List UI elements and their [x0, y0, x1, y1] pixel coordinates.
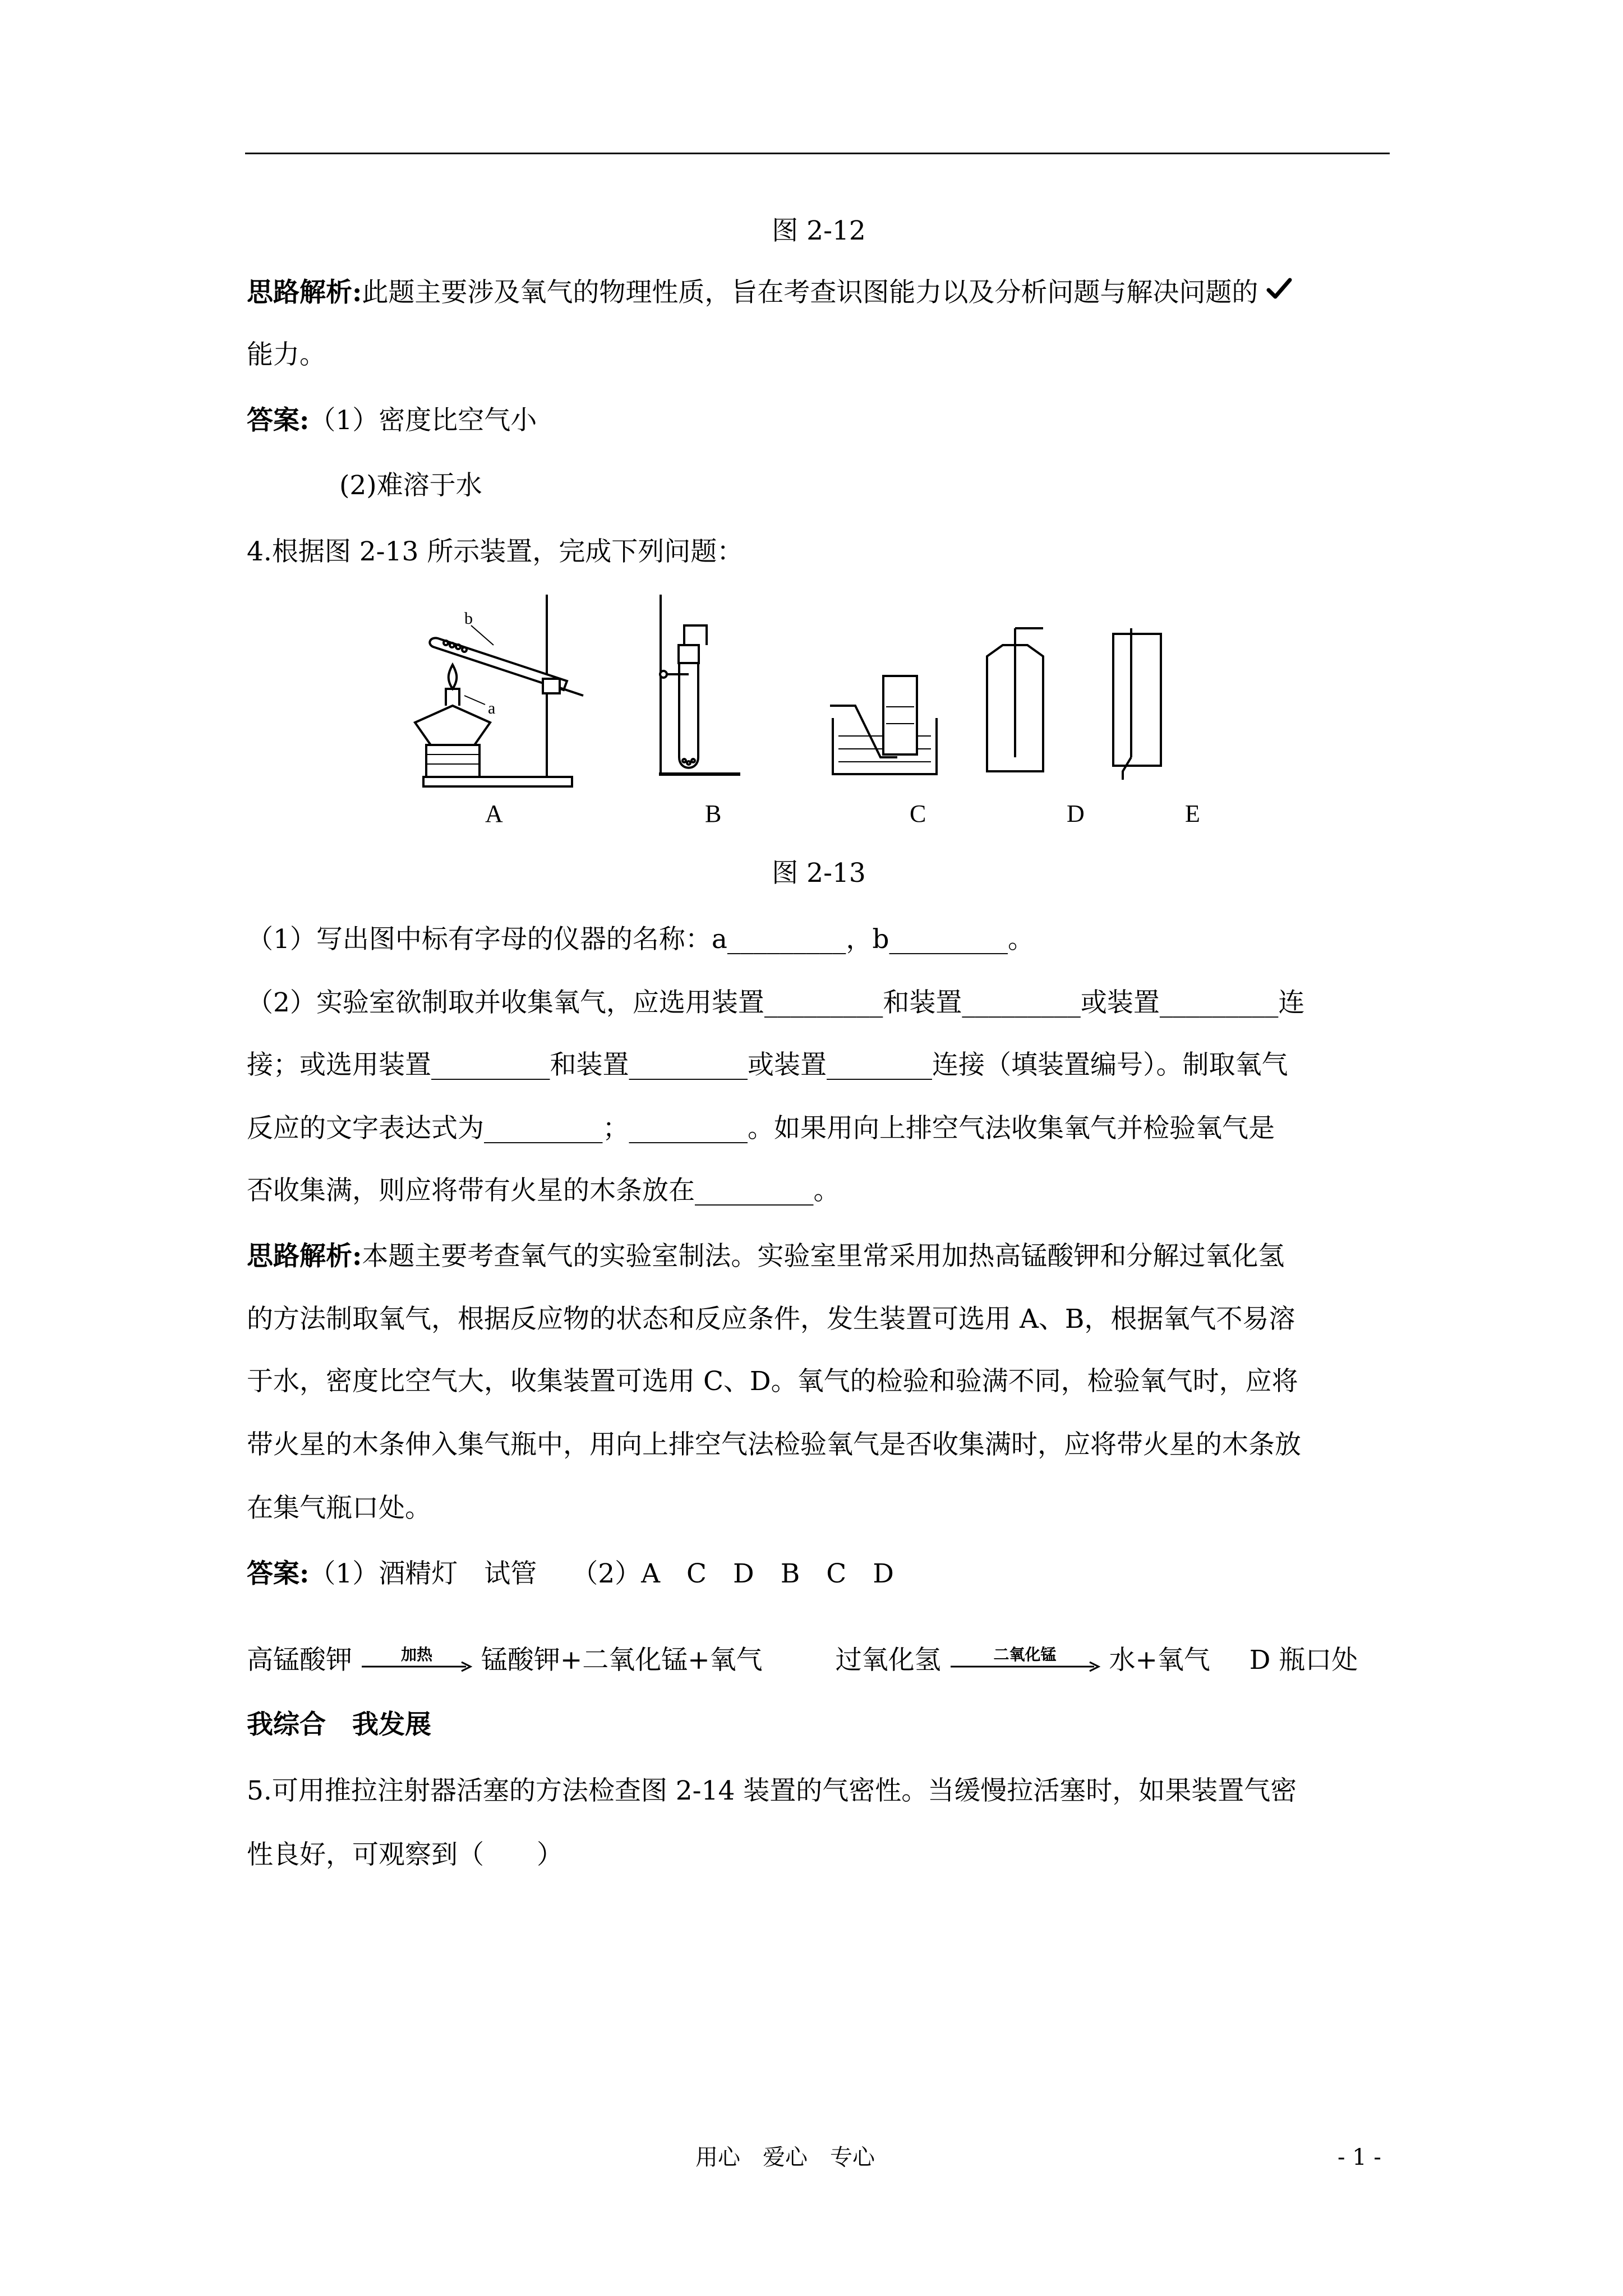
q4-sub2-line2: 接；或选用装置_________和装置_________或装置________连接（填装置编号）。制取氧气: [247, 1050, 1288, 1080]
section-heading: 我综合 我发展: [247, 1709, 431, 1740]
page-number: - 1 -: [1338, 2145, 1381, 2170]
figure-2-13-apparatus: [404, 589, 1245, 841]
eq1-products: 锰酸钾+二氧化锰+氧气: [481, 1645, 763, 1676]
footer-motto: 用心 爱心 专心: [695, 2145, 875, 2170]
label-e: E: [1185, 800, 1200, 827]
label-c: C: [910, 800, 926, 827]
apparatus-d: [987, 628, 1043, 771]
q4-sub1: （1）写出图中标有字母的仪器的名称：a_________，b_________。: [247, 924, 1035, 955]
final-answer: D 瓶口处: [1249, 1645, 1358, 1676]
eq2-products: 水+氧气: [1109, 1645, 1210, 1676]
figure-2-12-caption: 图 2-12: [772, 215, 866, 246]
q4-answer-line1: [247, 1557, 1391, 1591]
label-d: D: [1067, 800, 1085, 827]
q5-line1: 5.可用推拉注射器活塞的方法检查图 2-14 装置的气密性。当缓慢拉活塞时，如果装置气密: [247, 1775, 1297, 1806]
q4-analysis-line3: 于水，密度比空气大，收集装置可选用 C、D。氧气的检验和验满不同，检验氧气时，应将: [247, 1366, 1298, 1397]
eq2-reactant: 过氧化氢: [835, 1645, 941, 1676]
answer-label: 答案:: [247, 1558, 310, 1589]
analysis-label: 思路解析:: [247, 277, 362, 308]
checkmark-icon: [1266, 276, 1292, 310]
q5-line2: 性良好，可观察到（ ）: [247, 1839, 563, 1870]
eq1-arrow: [361, 1645, 473, 1673]
eq1-reactant: 高锰酸钾: [247, 1645, 352, 1676]
apparatus-b: [659, 595, 740, 774]
q4-analysis-line1: [247, 1240, 1391, 1273]
q4-sub2-line1: （2）实验室欲制取并收集氧气，应选用装置_________和装置_________或装置_________连: [247, 987, 1305, 1018]
eq1-condition: 加热: [400, 1645, 432, 1664]
svg-text:b: b: [464, 609, 473, 628]
q3-analysis-line1: [247, 276, 1391, 310]
eq2-arrow: [949, 1645, 1101, 1673]
answer-text: （1）酒精灯 试管 （2）A C D B C D: [309, 1558, 894, 1589]
q4-equations: [247, 1644, 1391, 1677]
eq2-condition: 二氧化锰: [993, 1645, 1057, 1664]
apparatus-e: [1113, 628, 1161, 780]
figure-2-13-caption: 图 2-13: [772, 858, 866, 889]
apparatus-a: [415, 595, 583, 786]
answer-text: （1）密度比空气小: [309, 405, 537, 436]
q4-analysis-line5: 在集气瓶口处。: [247, 1493, 431, 1524]
analysis-text: 此题主要涉及氧气的物理性质，旨在考查识图能力以及分析问题与解决问题的: [362, 277, 1258, 308]
q4-analysis-line2: 的方法制取氧气，根据反应物的状态和反应条件，发生装置可选用 A、B，根据氧气不易溶: [247, 1304, 1295, 1335]
q3-answer-line1: [247, 404, 1391, 438]
apparatus-c: [830, 676, 937, 774]
label-a: A: [485, 800, 503, 827]
q4-sub2-line3: 反应的文字表达式为_________；_________。如果用向上排空气法收集氧气并检验氧气是: [247, 1113, 1275, 1144]
header-rule: [245, 153, 1390, 154]
q3-analysis-line2: 能力。: [247, 339, 326, 370]
q4-stem: 4.根据图 2-13 所示装置，完成下列问题：: [247, 536, 744, 567]
q4-analysis-line4: 带火星的木条伸入集气瓶中，用向上排空气法检验氧气是否收集满时，应将带火星的木条放: [247, 1429, 1301, 1460]
svg-text:a: a: [488, 699, 496, 717]
q3-answer-line2: (2)难溶于水: [339, 470, 482, 501]
analysis-text: 本题主要考查氧气的实验室制法。实验室里常采用加热高锰酸钾和分解过氧化氢: [362, 1241, 1285, 1272]
label-b: B: [705, 800, 722, 827]
q4-sub2-line4: 否收集满，则应将带有火星的木条放在_________。: [247, 1175, 840, 1206]
answer-label: 答案:: [247, 405, 310, 436]
analysis-label: 思路解析:: [247, 1241, 362, 1272]
